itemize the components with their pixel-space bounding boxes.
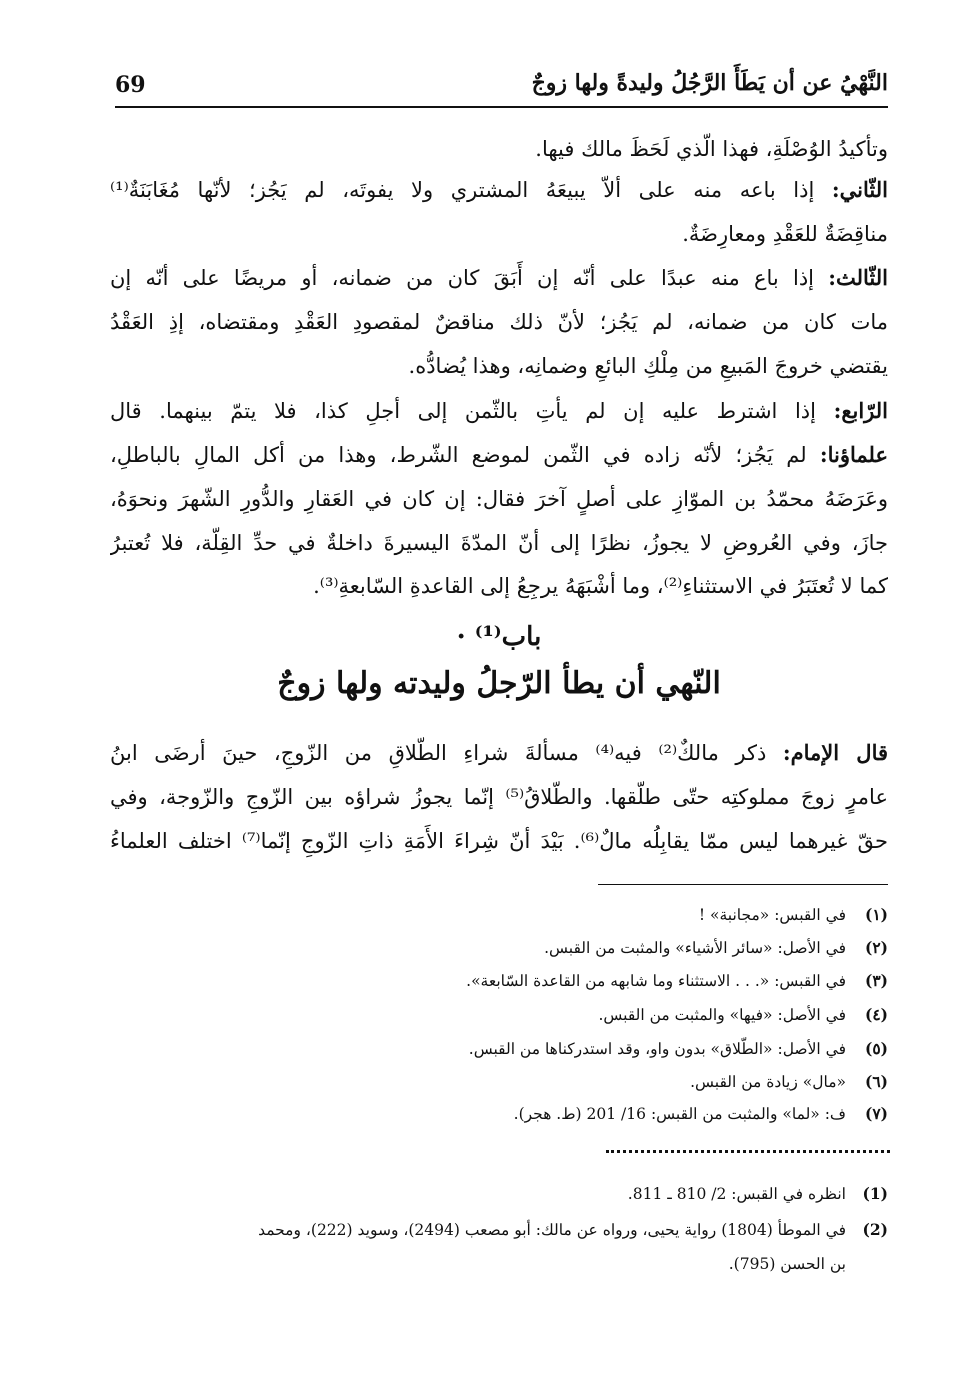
running-header [115,66,888,106]
text-line [110,435,888,475]
footnote [110,1178,888,1210]
paragraph-label: علماؤنا: [819,442,888,467]
footnote-number: (١) [864,905,888,924]
footnote-number: (٣) [864,971,888,990]
paragraph-text: لم يَجُز؛ لأنّه زاده في الثّمن لموضع الشّرط، وهذا من أكل المالِ بالباطلِ، [110,443,820,467]
text-line: مناقِضَةٌ للعَقْدِ ومعارِضَةٌ. [682,222,888,246]
footnote-dotted-separator [606,1150,890,1167]
footnote-text: في الأصل: «سائر الأشياء» والمثبت من القبس. [544,939,846,957]
paragraph-label: الثّاني: [831,177,888,202]
footnote [110,899,888,931]
text-line: حقّ غيرهما ليس ممّا يقابِلُه مالٌ⁽⁶⁾. بَيْدَ أنّ شِراءَ الأَمَةِ ذاتِ الزّوجِ إنّما⁽⁷⁾ اختلف العلماءُ [110,829,888,853]
footnote [110,1248,888,1280]
paragraph-text: إذا باعه منه على ألاّ يبيعَهُ المشتري ولا يفوتَه، لم يَجُز؛ لأنّها مُغَابَنَةٌ⁽¹⁾ [110,178,832,202]
paragraph-label: الثّالث: [828,265,888,290]
footnote-number: (2) [862,1220,888,1239]
paragraph-text: إذا باع منه عبدًا على أنّه إن أَبَقَ كان من ضمانه، أو مريضًا على أنّه إن [110,266,829,290]
footnote-number: (٧) [864,1104,888,1123]
text-line [110,391,888,431]
footnote [110,1033,888,1065]
footnote [110,999,888,1031]
footnote-text: في القبس: «مجانبة» ! [698,906,846,924]
footnote [110,965,888,997]
footnote-text: انظره في القبس: 2/ 810 ـ 811. [627,1185,846,1203]
text-line [110,170,888,210]
footnote [110,1066,888,1098]
footnote [110,932,888,964]
footnote-text: في الموطأ (1804) رواية يحيى، ورواه عن مالك: أبو مصعب (2494)، وسويد (222)، ومحمد [258,1221,846,1239]
text-line [110,733,888,773]
footnote-text: في القبس: «. . . الاستثناء وما شابهه من القاعدة السّابعة». [466,972,846,990]
footnote-text: في الأصل: «فيها» والمثبت من القبس. [598,1006,846,1024]
text-line: كما لا تُعتَبَرُ في الاستثناءِ⁽²⁾، وما أشْبَهَهُ يرجِعُ إلى القاعدةِ السّابعةِ⁽³⁾. [313,574,888,598]
header-rule [115,106,888,108]
chapter-label: باب⁽¹⁾ · [456,622,542,652]
text-line: جازَ، وفي العُروضِ لا يجوزُ، نظرًا إلى أنّ المدّةَ اليسيرةَ داخلةٌ في حدِّ القِلّة، فلا تُعتبرُ [110,531,888,555]
paragraph-label: قال الإمام: [782,740,888,765]
text-line: وعَرَضَهُ محمّدُ بن الموّازِ على أصلٍ آخرَ فقال: إن كان في العَقارِ والدُّورِ الشّهرَ ونحوَهُ، [110,487,888,511]
footnote-number: (٦) [864,1072,888,1091]
footnote [110,1214,888,1246]
footnote [110,1098,888,1130]
footnote-number: (٤) [864,1005,888,1024]
paragraph-label: الرّابع: [833,398,888,423]
footnote-text: في الأصل: «الطّلاق» بدون واو، وقد استدركناها من القبس. [468,1040,846,1058]
footnote-number: (٢) [864,938,888,957]
text-line: مات كان من ضمانه، لم يَجُز؛ لأنّ ذلك مناقضٌ لمقصودِ العَقْدِ ومقتضاه، إذِ العَقْدُ [110,310,888,334]
footnote-text: بن الحسن (795). [728,1255,846,1273]
chapter-title: النّهي أن يطأ الرّجلُ وليدته ولها زوجٌ [277,666,721,701]
page-number: 69 [115,72,146,98]
footnote-number: (1) [862,1184,888,1203]
paragraph-text: ذكر مالكٌ⁽²⁾ فيه⁽⁴⁾ مسألةَ شراءِ الطّلاقِ من الزّوجِ، حينَ أرضَى ابنُ [110,741,783,765]
text-line: يقتضي خروجَ المَبيعِ من مِلْكِ البائعِ وضمانِه، وهذا يُضادُّه. [408,354,888,378]
text-line: وتأكيدُ الوُصْلَةِ، فهذا الّذي لَحَظَ مالك فيها. [535,137,888,161]
paragraph-text: إذا اشترط عليه إن لم يأتِ بالثّمن إلى أجلِ كذا، فلا يتمّ بينهما. قال [110,399,834,423]
footnote-rule [598,884,888,885]
text-line: عامرٍ زوجَ مملوكتِه حتّى طلّقها. والطّلاقُ⁽⁵⁾ إنّما يجوزُ شراؤه بين الزّوجِ والزّوجة، وفي [110,785,888,809]
footnote-number: (٥) [864,1039,888,1058]
footnote-text: «مال» زيادة من القبس. [690,1073,846,1091]
running-title: النَّهْيُ عن أن يَطَأَ الرَّجُلُ وليدةً ولها زوجٌ [531,70,888,96]
footnote-text: ف: «لما» والمثبت من القبس: 16/ 201 (ط. هجر). [513,1105,846,1123]
text-line [110,258,888,298]
